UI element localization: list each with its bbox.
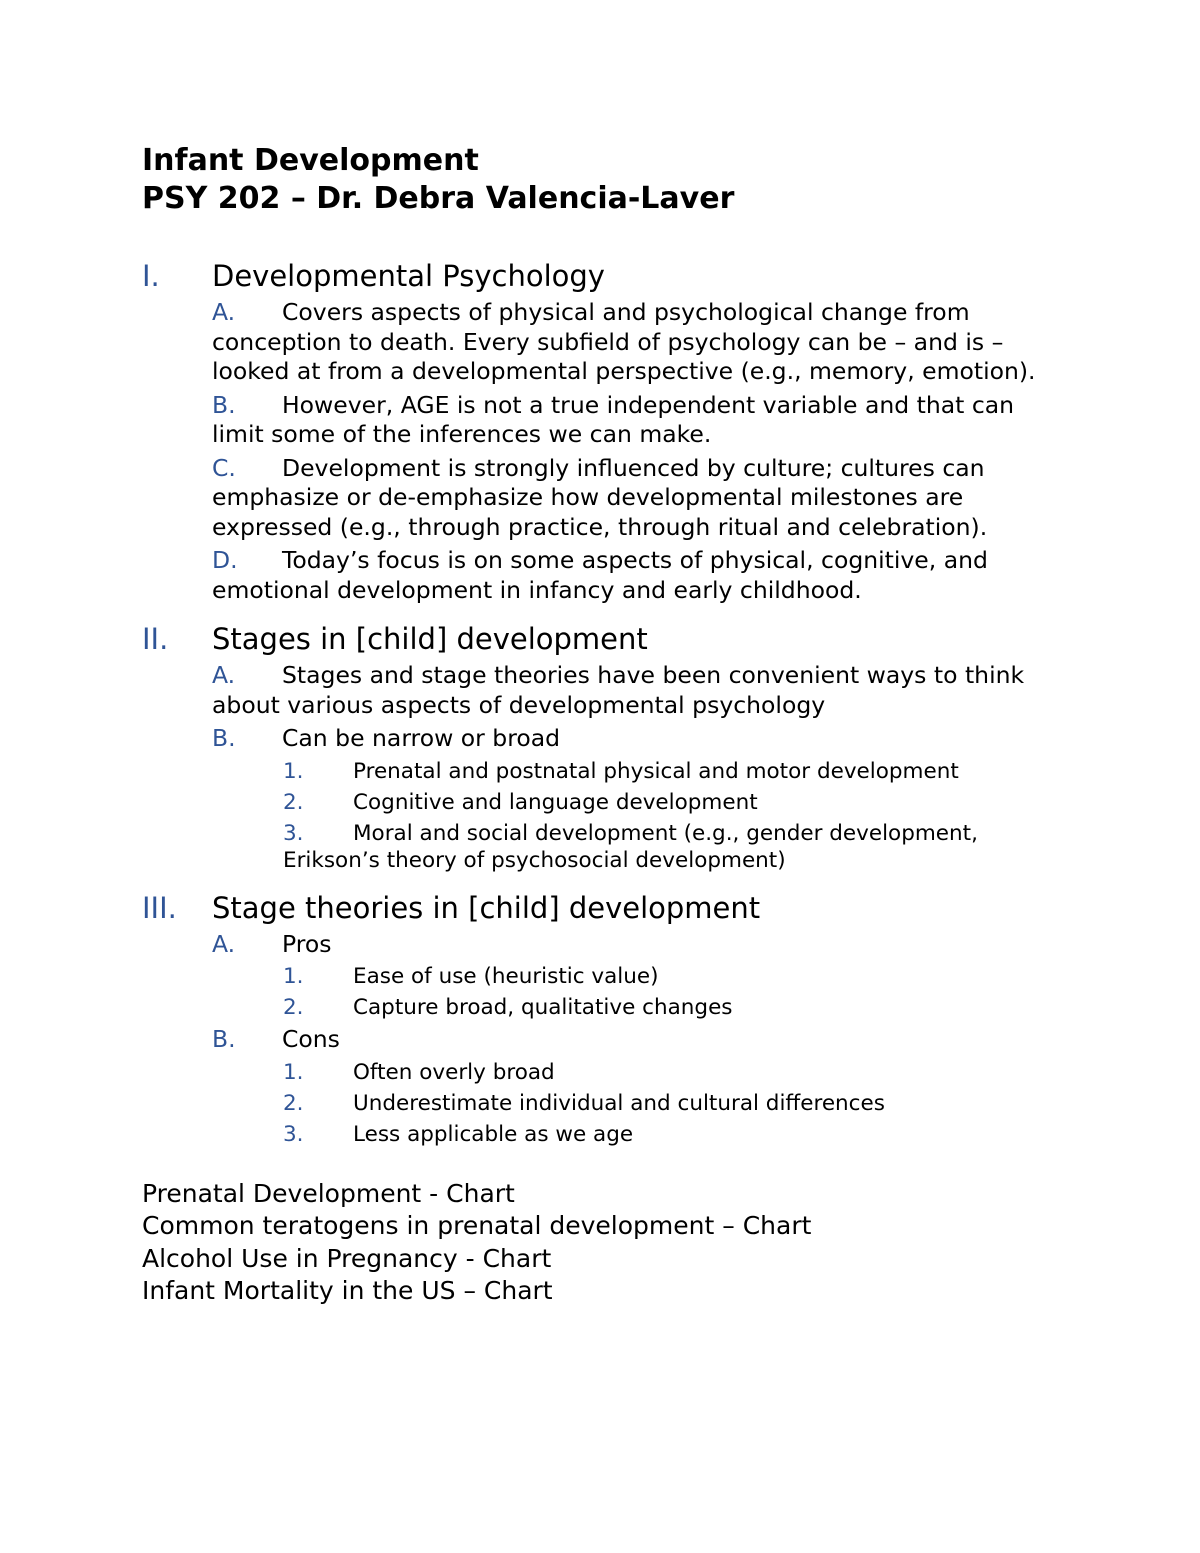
list-item [212,454,1062,543]
item-text: Underestimate individual and cultural differences [353,1090,885,1116]
item-number: 2. [283,1090,304,1116]
section-1 [142,258,1062,605]
section-title: Stage theories in [child] development [212,890,761,925]
item-text: Cognitive and language development [353,789,758,815]
section-number: I. [142,259,160,293]
item-text: Prenatal and postnatal physical and motor development [353,758,959,784]
item-letter: A. [212,298,236,326]
sub-list-item [283,994,1062,1021]
section-3 [142,890,1062,1148]
section-number: III. [142,890,177,925]
item-text: However, AGE is not a true independent variable and that can limit some of the inferences we can make. [212,390,1015,448]
item-text: Ease of use (heuristic value) [353,964,659,989]
list-item [212,661,1062,720]
item-text: Often overly broad [353,1059,555,1085]
sub-list-item [283,789,1062,816]
item-letter: C. [212,453,236,482]
item-letter: A. [212,661,236,689]
section-2 [142,621,1062,874]
document-page [142,142,1062,1308]
item-number: 2. [283,995,304,1020]
item-number: 2. [283,789,304,815]
section-heading [142,890,1062,926]
item-text: Covers aspects of physical and psychological change from conception to death. Every subfield of psychology can be – and is – looked at from a developmental perspective (e.g., memory, emotion). [212,298,1036,385]
item-text: Pros [282,929,332,958]
section-title: Stages in [child] development [212,622,648,656]
item-text: Capture broad, qualitative changes [353,995,733,1020]
item-number: 1. [283,758,304,784]
section-title: Developmental Psychology [212,259,605,293]
list-item [212,1025,1062,1055]
sub-list-item [283,963,1062,990]
document-subtitle: PSY 202 – Dr. Debra Valencia-Laver [142,181,735,216]
sub-list-item [283,758,1062,785]
chart-link-mortality[interactable]: Infant Mortality in the US – Chart [142,1276,553,1305]
sub-list-item [283,820,1062,874]
list-item [212,930,1062,960]
sub-list-item [283,1059,1062,1086]
item-letter: B. [212,390,236,419]
item-text: Cons [282,1025,340,1053]
item-text: Can be narrow or broad [282,724,561,752]
document-title: Infant Development [142,143,479,178]
item-text: Less applicable as we age [353,1121,634,1147]
section-number: II. [142,622,169,656]
chart-links [142,1178,1062,1308]
item-number: 1. [283,964,304,989]
item-number: 1. [283,1059,304,1085]
sub-list-item [283,1090,1062,1117]
item-text: Stages and stage theories have been convenient ways to think about various aspects of developmental psychology [212,661,1025,719]
item-letter: D. [212,546,238,574]
chart-link-prenatal[interactable]: Prenatal Development - Chart [142,1178,515,1208]
list-item [212,391,1062,450]
item-text: Moral and social development (e.g., gender development, Erikson’s theory of psychosocial development) [283,820,978,873]
section-heading [142,621,1062,657]
sub-list-item [283,1121,1062,1148]
item-number: 3. [283,820,304,846]
item-letter: A. [212,929,236,958]
item-letter: B. [212,724,236,752]
list-item [212,546,1062,605]
section-heading [142,258,1062,294]
chart-link-teratogens[interactable]: Common teratogens in prenatal development – Chart [142,1211,812,1240]
list-item [212,724,1062,754]
list-item [212,298,1062,387]
item-letter: B. [212,1025,236,1053]
item-text: Today’s focus is on some aspects of physical, cognitive, and emotional development in infancy and early childhood. [212,546,988,604]
chart-link-alcohol[interactable]: Alcohol Use in Pregnancy - Chart [142,1243,552,1273]
item-number: 3. [283,1121,304,1147]
item-text: Development is strongly influenced by culture; cultures can emphasize or de-emphasize how developmental milestones are expressed (e.g., through practice, through ritual and celebration). [212,453,988,541]
